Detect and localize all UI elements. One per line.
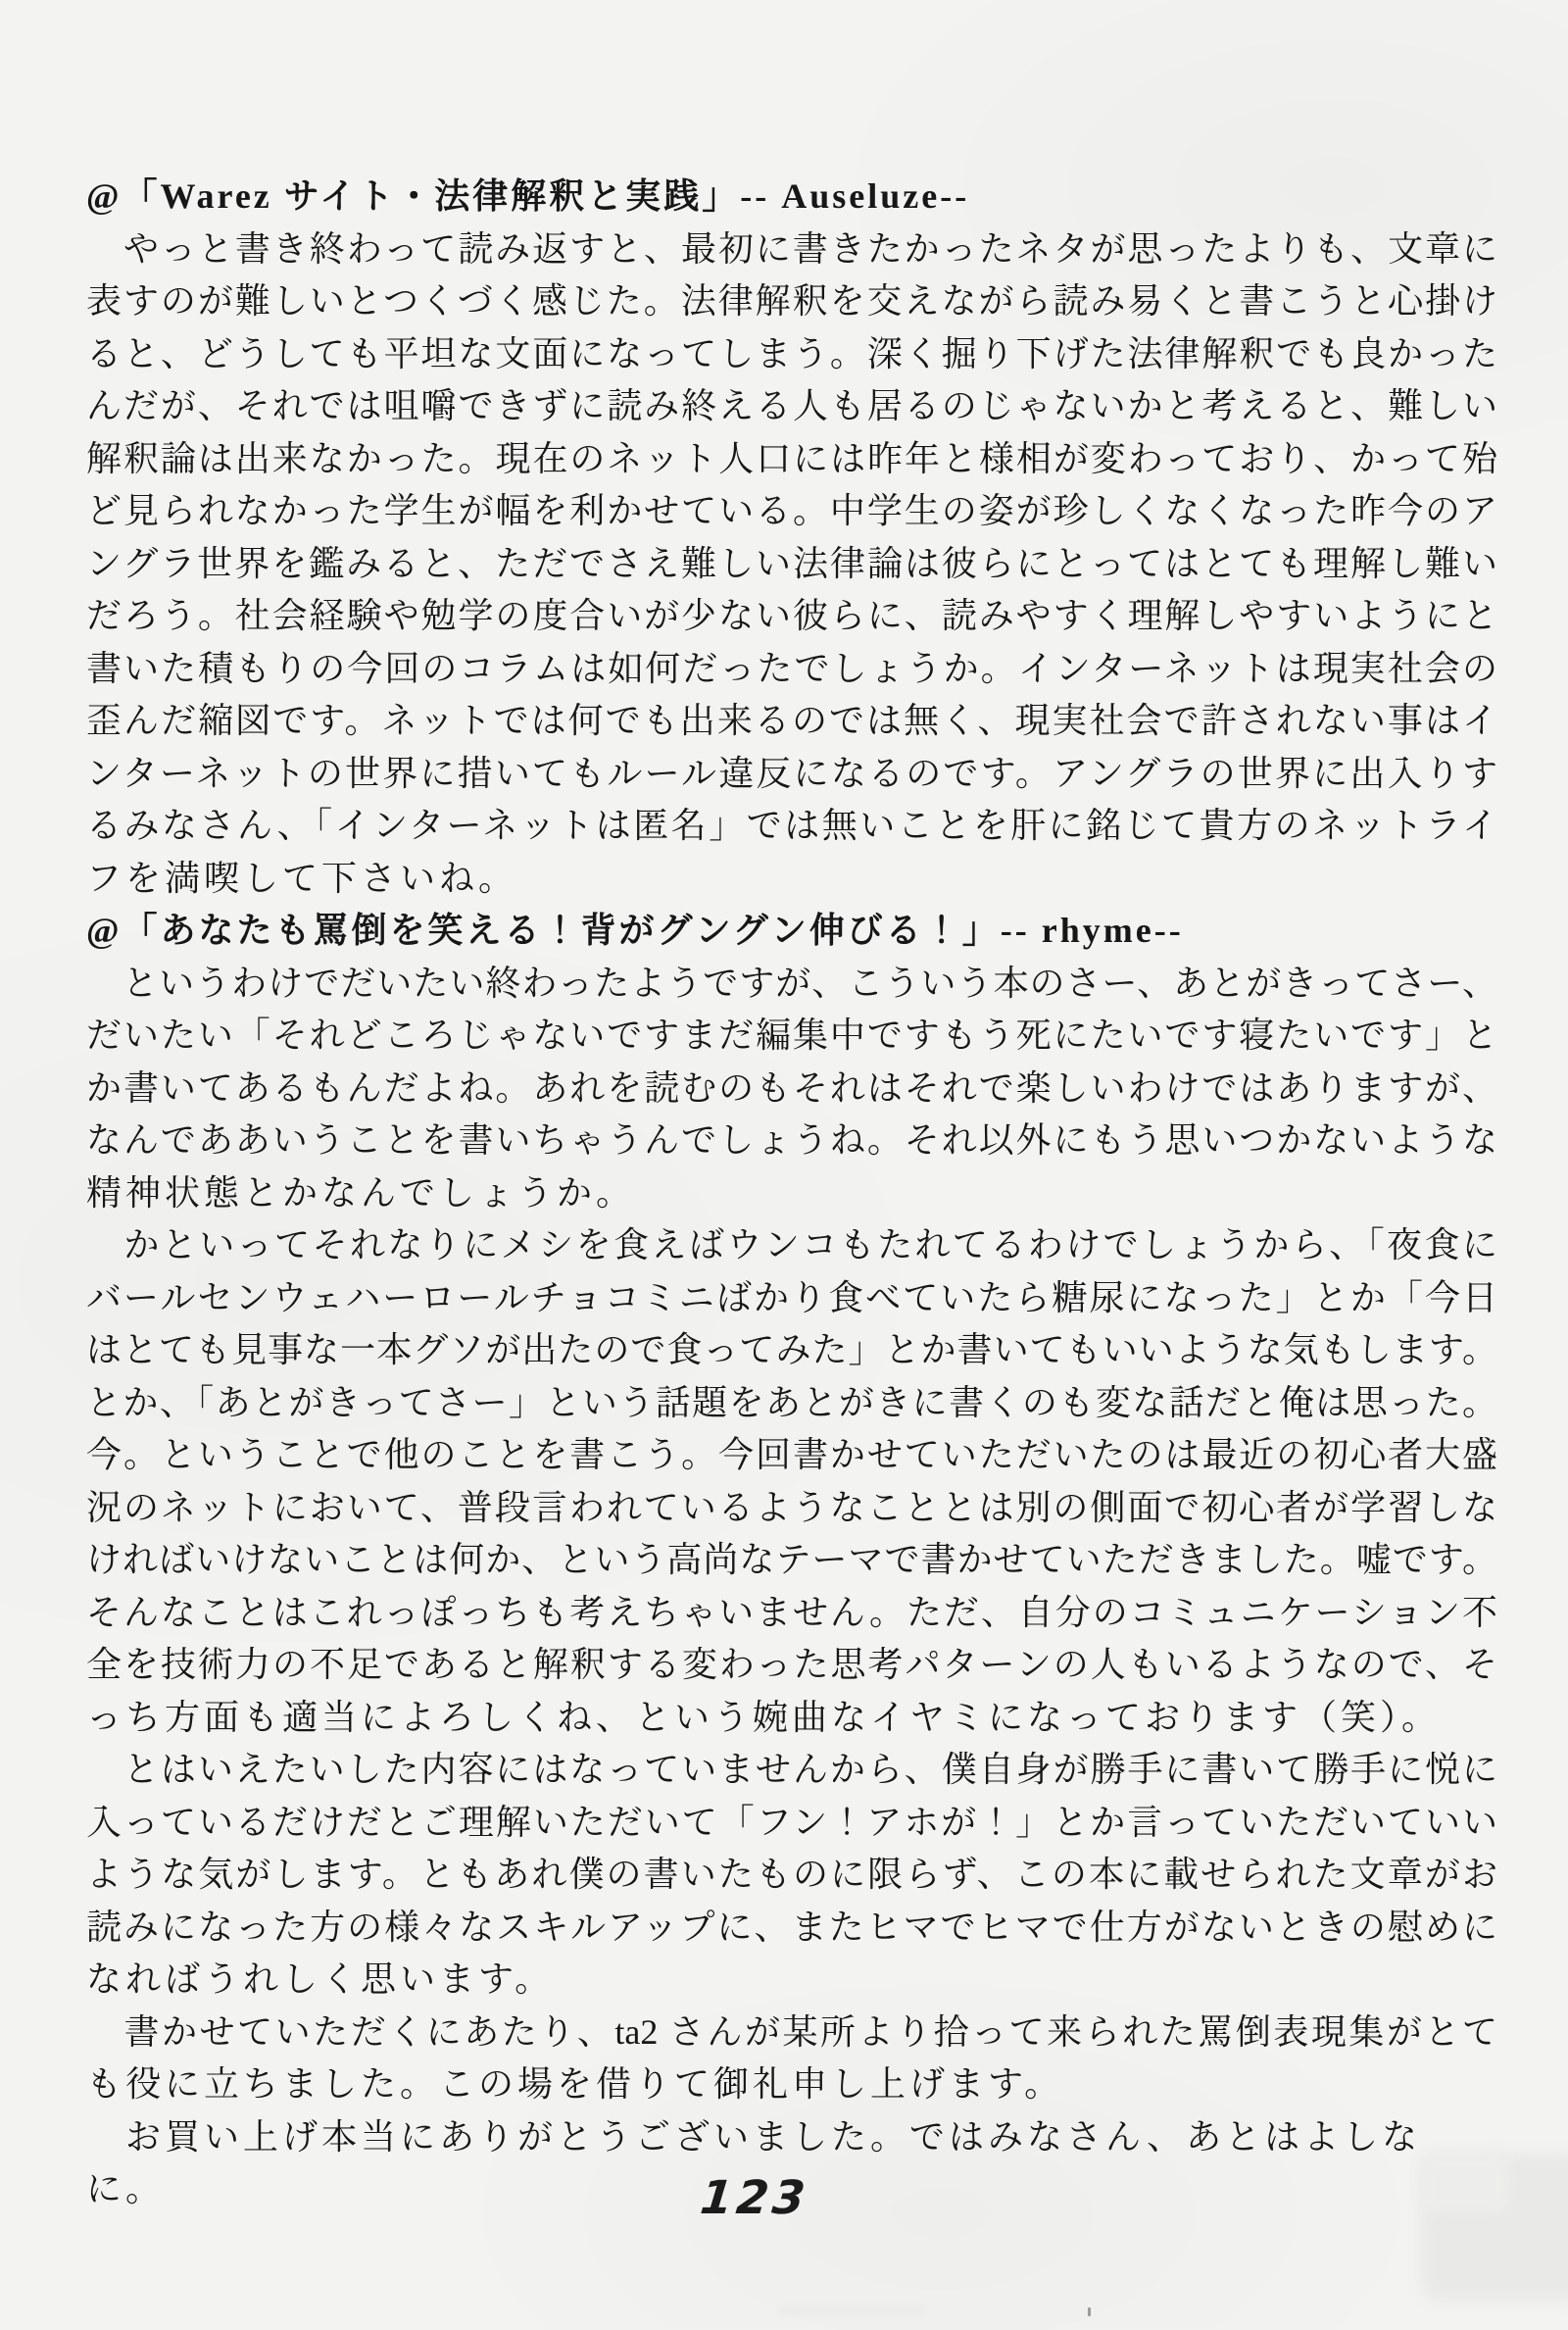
text-line: とはいえたいした内容にはなっていませんから、僕自身が勝手に書いて勝手に悦に	[86, 1750, 1497, 1789]
text-line: ど見られなかった学生が幅を利かせている。中学生の姿が珍しくなくなった昨今のア	[86, 491, 1497, 530]
text-line: か書いてあるもんだよね。あれを読むのもそれはそれで楽しいわけではありますが、	[86, 1067, 1497, 1108]
text-line: も役に立ちました。この場を借りて御礼申し上げます。	[86, 2064, 1064, 2104]
scan-speck	[1088, 2307, 1091, 2316]
text-line: なんでああいうことを書いちゃうんでしょうね。それ以外にもう思いつかないような	[86, 1120, 1497, 1160]
page-number: 123	[698, 2171, 811, 2225]
text-line: るみなさん、「インターネットは匿名」では無いことを肝に銘じて貴方のネットライ	[86, 806, 1497, 845]
text-line: だろう。社会経験や勉学の度合いが少ない彼らに、読みやすく理解しやすいようにと	[86, 596, 1497, 635]
text-line: ングラ世界を鑑みると、ただでさえ難しい法律論は彼らにとってはとても理解し難い	[86, 543, 1497, 583]
text-line: バールセンウェハーロールチョコミニばかり食べていたら糖尿になった」とか「今日	[86, 1277, 1497, 1317]
section-heading: @「あなたも罵倒を笑える！背がグングン伸びる！」-- rhyme--	[86, 911, 1184, 950]
text-line: 入っているだけだとご理解いただいて「フン！アホが！」とか言っていただいていい	[86, 1802, 1497, 1842]
text-line: なればうれしく思います。	[86, 1959, 555, 1999]
text-line: やっと書き終わって読み返すと、最初に書きたかったネタが思ったよりも、文章に	[86, 228, 1497, 269]
text-line: 表すのが難しいとつくづく感じた。法律解釈を交えながら読み易くと書こうと心掛け	[86, 281, 1497, 321]
text-line: 解釈論は出来なかった。現在のネット人口には昨年と様相が変わっており、かって殆	[86, 438, 1498, 478]
text-line: 今。ということで他のことを書こう。今回書かせていただいたのは最近の初心者大盛	[86, 1435, 1497, 1474]
text-line: フを満喫して下さいね。	[86, 858, 518, 898]
text-line: というわけでだいたい終わったようですが、こういう本のさー、あとがきってさー、	[86, 963, 1497, 1003]
text-line: お買い上げ本当にありがとうございました。ではみなさん、あとはよしなに。	[86, 2116, 1422, 2208]
text-line: ンターネットの世界に措いてもルール違反になるのです。アングラの世界に出入りす	[86, 753, 1497, 793]
text-line: 歪んだ縮図です。ネットでは何でも出来るのでは無く、現実社会で許されない事はイ	[86, 701, 1497, 740]
text-line: 全を技術力の不足であると解釈する変わった思考パターンの人もいるようなので、そ	[86, 1645, 1497, 1684]
text-line: そんなことはこれっぽっちも考えちゃいません。ただ、自分のコミュニケーション不	[86, 1592, 1497, 1632]
text-line: 書かせていただくにあたり、ta2 さんが某所より拾って来られた罵倒表現集がとて	[86, 2011, 1497, 2052]
text-line: とか、「あとがきってさー」という話題をあとがきに書くのも変な話だと俺は思った。	[86, 1382, 1497, 1422]
text-line: んだが、それでは咀嚼できずに読み終える人も居るのじゃないかと考えると、難しい	[86, 386, 1497, 425]
text-line: だいたい「それどころじゃないですまだ編集中ですもう死にたいです寝たいです」と	[86, 1016, 1497, 1055]
text-line: ような気がします。ともあれ僕の書いたものに限らず、この本に載せられた文章がお	[86, 1855, 1497, 1894]
section-heading: @「Warez サイト・法律解釈と実践」-- Auseluze--	[86, 176, 970, 216]
text-line: 読みになった方の様々なスキルアップに、またヒマでヒマで仕方がないときの慰めに	[86, 1907, 1497, 1947]
text-line: 況のネットにおいて、普段言われているようなこととは別の側面で初心者が学習しな	[86, 1487, 1497, 1527]
text-line: ると、どうしても平坦な文面になってしまう。深く掘り下げた法律解釈でも良かった	[86, 333, 1497, 373]
text-line: 精神状態とかなんでしょうか。	[86, 1172, 636, 1213]
text-line: かといってそれなりにメシを食えばウンコもたれてるわけでしょうから、「夜食に	[86, 1225, 1497, 1264]
text-line: 書いた積もりの今回のコラムは如何だったでしょうか。インターネットは現実社会の	[86, 648, 1497, 688]
text-line: ければいけないことは何か、という高尚なテーマで書かせていただきました。嘘です。	[86, 1540, 1497, 1579]
text-line: はとても見事な一本グソが出たので食ってみた」とか書いてもいいような気もします。	[86, 1330, 1497, 1369]
scan-smudge	[779, 2305, 926, 2316]
text-line: っち方面も適当によろしくね、という婉曲なイヤミになっております（笑）。	[86, 1697, 1442, 1737]
